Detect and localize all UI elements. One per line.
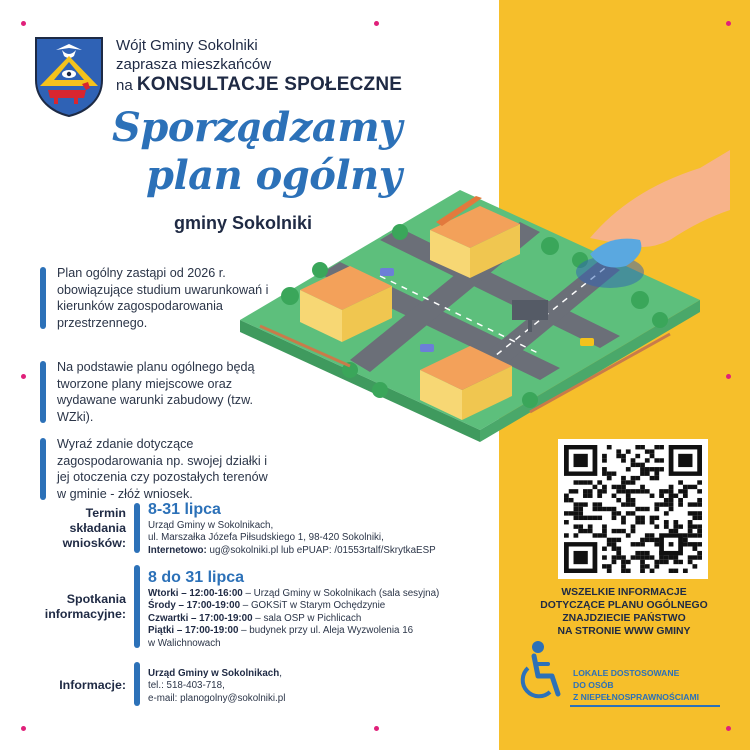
decor-dot bbox=[21, 374, 26, 379]
termin-label-3: wniosków: bbox=[62, 536, 126, 550]
promo-line: DOTYCZĄCE PLANU OGÓLNEGO bbox=[540, 600, 708, 611]
termin-line2: ul. Marszałka Józefa Piłsudskiego 1, 98-420 Sokolniki, bbox=[148, 532, 384, 544]
header-line3 bbox=[116, 74, 476, 97]
spotkania-dates: 8 do 31 lipca bbox=[148, 569, 245, 586]
informacje-tel[interactable]: tel.: 518-403-718, bbox=[148, 680, 225, 692]
informacje-bar bbox=[134, 662, 140, 706]
header bbox=[116, 36, 476, 97]
promo-line: WSZELKIE INFORMACJE bbox=[561, 587, 687, 598]
access-line: LOKALE DOSTOSOWANE bbox=[573, 668, 680, 678]
title-line1: Sporządzamy bbox=[112, 104, 402, 151]
spotkania-place: – sala OSP w Pichlicach bbox=[252, 612, 362, 624]
promo-line: NA STRONIE WWW GMINY bbox=[557, 626, 691, 637]
accessibility-text bbox=[573, 667, 699, 703]
spotkania-bar bbox=[134, 565, 140, 648]
paragraph-plan: Plan ogólny zastąpi od 2026 r. obowiązujące studium uwarunkowań i kierunków zagospodarowania przestrzennego. bbox=[40, 265, 280, 331]
spotkania-day: Piątki – 17:00-19:00 bbox=[148, 625, 239, 637]
office-name-suffix: , bbox=[279, 668, 282, 679]
termin-dates: 8-31 lipca bbox=[148, 501, 221, 518]
decor-dot bbox=[374, 21, 379, 26]
termin-internet bbox=[148, 545, 436, 557]
header-line1: Wójt Gminy Sokolniki bbox=[116, 37, 258, 54]
spotkania-label-1: Spotkania bbox=[66, 592, 126, 606]
title-line2: plan ogólny bbox=[146, 152, 402, 199]
spotkania-place: – GOKSiT w Starym Ochędzynie bbox=[240, 600, 386, 612]
internet-label: Internetowo: bbox=[148, 544, 207, 556]
spotkania-place: – budynek przy ul. Aleja Wyzwolenia 16 bbox=[238, 625, 414, 637]
access-line: DO OSÓB bbox=[573, 680, 614, 690]
office-name: Urząd Gminy w Sokolnikach bbox=[148, 668, 280, 679]
promo-line: ZNAJDZIECIE PAŃSTWO bbox=[562, 613, 686, 624]
spotkania-item bbox=[148, 588, 439, 600]
spotkania-item bbox=[148, 625, 439, 637]
qr-code[interactable] bbox=[558, 439, 708, 579]
spotkania-body bbox=[148, 568, 439, 650]
termin-line1: Urząd Gminy w Sokolnikach, bbox=[148, 520, 274, 531]
termin-label-1: Termin bbox=[85, 506, 126, 520]
informacje-body bbox=[148, 668, 285, 705]
decor-dot bbox=[21, 726, 26, 731]
spotkania-label-2: informacyjne: bbox=[44, 607, 126, 621]
informacje-name bbox=[148, 668, 285, 680]
paragraph-wniosek: Wyraź zdanie dotyczące zagospodarowania np. swojej działki i jej otoczenia czy pozostałych terenów w gminie - złóż wniosek. bbox=[40, 436, 280, 502]
decor-dot bbox=[726, 21, 731, 26]
spotkania-label bbox=[22, 592, 126, 622]
termin-label-2: składania bbox=[69, 521, 126, 535]
termin-label bbox=[22, 506, 126, 551]
accessibility-underline bbox=[570, 705, 720, 707]
decor-dot bbox=[374, 726, 379, 731]
decor-dot bbox=[726, 726, 731, 731]
subtitle: gminy Sokolniki bbox=[174, 213, 313, 233]
paragraph-miejscowe: Na podstawie planu ogólnego będą tworzone plany miejscowe oraz wydawane warunki zabudowy (tzw. WZki). bbox=[40, 359, 280, 425]
qr-code-icon bbox=[564, 445, 702, 573]
spotkania-place: – Urząd Gminy w Sokolnikach (sala sesyjna) bbox=[242, 588, 440, 599]
spotkania-day: Czwartki – 17:00-19:00 bbox=[148, 612, 253, 624]
spotkania-day: Środy – 17:00-19:00 bbox=[148, 600, 241, 612]
spotkania-item bbox=[148, 600, 439, 612]
town-illustration bbox=[230, 150, 730, 450]
spotkania-last-line: w Walichnowach bbox=[148, 637, 221, 649]
termin-body bbox=[148, 500, 436, 557]
internet-value[interactable]: ug@sokolniki.pl lub ePUAP: /01553rtalf/SkrytkaESP bbox=[206, 544, 436, 556]
coat-of-arms-icon bbox=[34, 36, 104, 118]
spotkania-day: Wtorki – 12:00-16:00 bbox=[148, 588, 243, 599]
promo-text bbox=[508, 586, 740, 638]
decor-dot bbox=[21, 21, 26, 26]
access-line: Z NIEPEŁNOSPRAWNOŚCIAMI bbox=[573, 692, 700, 702]
header-prefix: na bbox=[116, 77, 133, 94]
informacje-label: Informacje: bbox=[59, 678, 126, 692]
header-line2: zaprasza mieszkańców bbox=[116, 56, 272, 73]
header-consultation: KONSULTACJE SPOŁECZNE bbox=[136, 74, 403, 95]
informacje-email[interactable]: e-mail: planogolny@sokolniki.pl bbox=[148, 692, 286, 704]
spotkania-item bbox=[148, 613, 439, 625]
termin-bar bbox=[134, 503, 140, 553]
wheelchair-icon bbox=[512, 640, 564, 704]
